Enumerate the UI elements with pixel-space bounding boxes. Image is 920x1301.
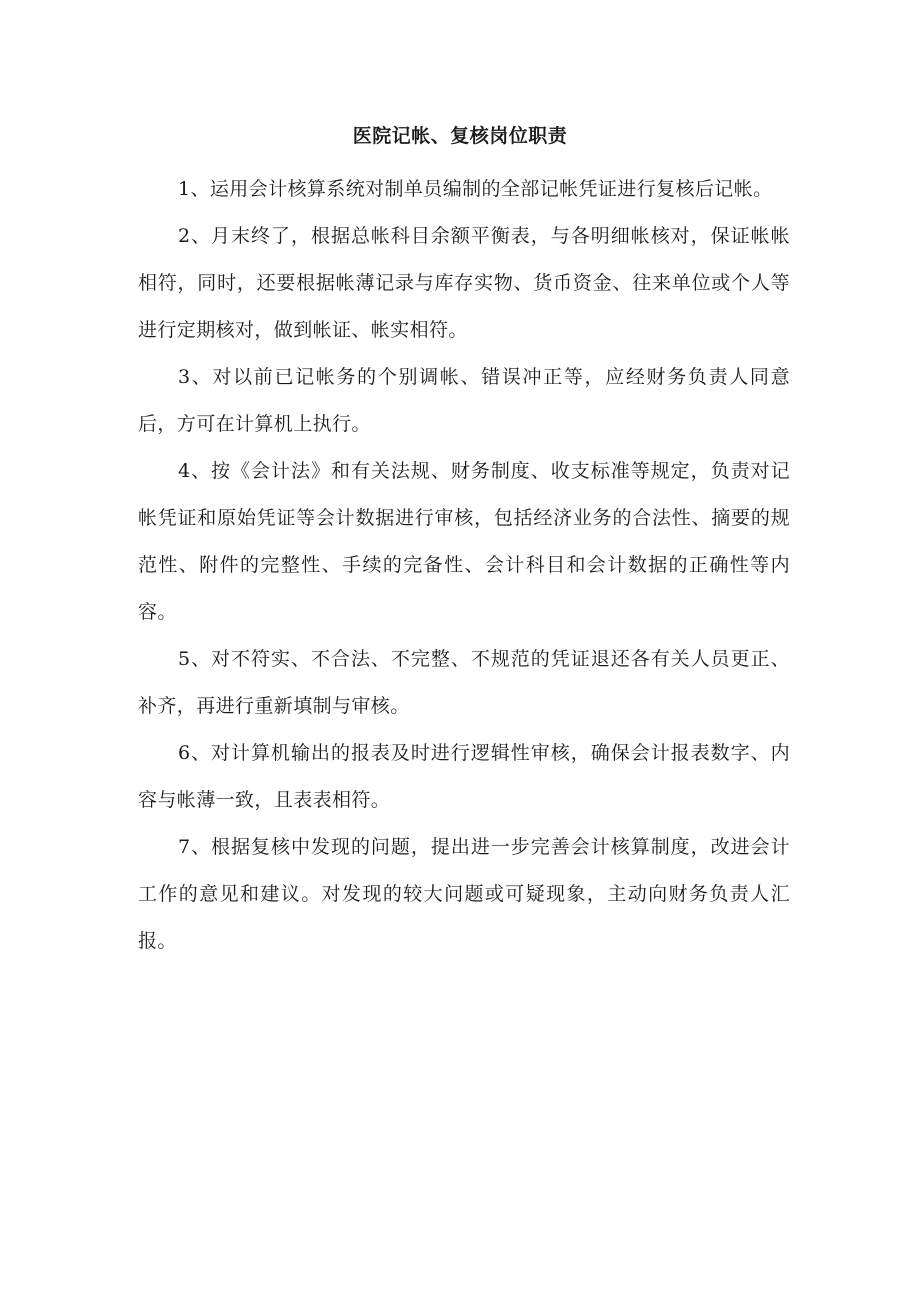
paragraph-2: 2、月末终了，根据总帐科目余额平衡表，与各明细帐核对，保证帐帐相符，同时，还要根据帐薄记录与库存实物、货币资金、往来单位或个人等进行定期核对，做到帐证、帐实相符。 xyxy=(138,225,790,341)
paragraph-6: 6、对计算机输出的报表及时进行逻辑性审核，确保会计报表数字、内容与帐薄一致，且表表相符。 xyxy=(138,742,790,811)
paragraph-3: 3、对以前已记帐务的个别调帐、错误冲正等，应经财务负责人同意后，方可在计算机上执行。 xyxy=(138,366,790,435)
paragraph-7: 7、根据复核中发现的问题，提出进一步完善会计核算制度，改进会计工作的意见和建议。对发现的较大问题或可疑现象，主动向财务负责人汇报。 xyxy=(138,836,790,952)
document-title: 医院记帐、复核岗位职责 xyxy=(352,125,568,147)
paragraph-1: 1、运用会计核算系统对制单员编制的全部记帐凭证进行复核后记帐。 xyxy=(178,178,773,200)
paragraph-4: 4、按《会计法》和有关法规、财务制度、收支标准等规定，负责对记帐凭证和原始凭证等会计数据进行审核，包括经济业务的合法性、摘要的规范性、附件的完整性、手续的完备性、会计科目和会计数据的正确性等内容。 xyxy=(138,460,790,623)
paragraph-5: 5、对不符实、不合法、不完整、不规范的凭证退还各有关人员更正、补齐，再进行重新填制与审核。 xyxy=(138,648,790,717)
document-body xyxy=(138,166,790,965)
